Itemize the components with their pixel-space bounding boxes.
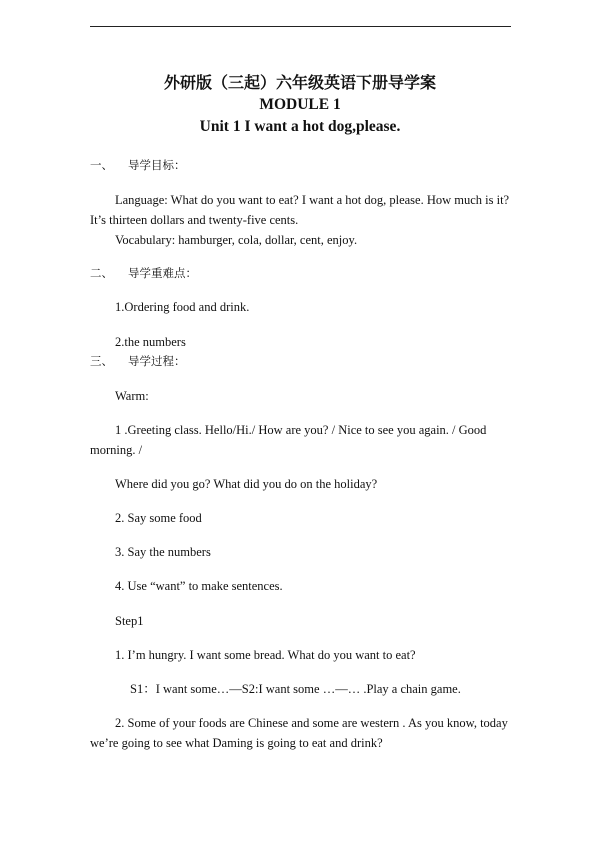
warm-item-1-line-2: morning. / — [90, 443, 143, 457]
section-2-number: 二、 — [90, 266, 113, 280]
warm-item-3: 3. Say the numbers — [115, 545, 211, 559]
section-2-title: 导学重难点： — [128, 266, 197, 280]
step1-item-1: 1. I’m hungry. I want some bread. What do you want to eat? — [115, 648, 416, 662]
step1-chain-game: S1：I want some…—S2:I want some …—… .Play a chain game. — [130, 682, 461, 696]
section-1-number: 一、 — [90, 158, 113, 172]
key-point-2: 2.the numbers — [115, 335, 186, 349]
section-3-title: 导学过程： — [128, 354, 186, 368]
module-title: MODULE 1 — [259, 96, 341, 113]
step1-label: Step1 — [115, 614, 144, 628]
step1-item-2-line-2: we’re going to see what Daming is going to eat and drink? — [90, 736, 383, 750]
warm-item-4: 4. Use “want” to make sentences. — [115, 579, 283, 593]
vocabulary-line: Vocabulary: hamburger, cola, dollar, cent, enjoy. — [115, 233, 358, 247]
unit-title: Unit 1 I want a hot dog,please. — [199, 118, 401, 135]
warm-label: Warm: — [115, 389, 149, 403]
section-1-heading — [90, 157, 186, 173]
section-3-heading — [90, 353, 186, 369]
section-3-number: 三、 — [90, 354, 113, 368]
warm-item-1-line-3: Where did you go? What did you do on the holiday? — [115, 477, 378, 491]
warm-item-1-line-1: 1 .Greeting class. Hello/Hi./ How are you? / Nice to see you again. / Good — [115, 423, 487, 437]
language-line-1: Language: What do you want to eat? I want a hot dog, please. How much is it? — [115, 193, 510, 207]
key-point-1: 1.Ordering food and drink. — [115, 300, 250, 314]
section-2-heading — [90, 265, 197, 281]
language-line-2: It’s thirteen dollars and twenty-five cents. — [90, 213, 299, 227]
step1-item-2-line-1: 2. Some of your foods are Chinese and some are western . As you know, today — [115, 716, 508, 730]
top-rule — [90, 26, 511, 27]
section-1-title: 导学目标： — [128, 158, 186, 172]
warm-item-2: 2. Say some food — [115, 511, 202, 525]
document-title: 外研版（三起）六年级英语下册导学案 — [163, 73, 436, 92]
